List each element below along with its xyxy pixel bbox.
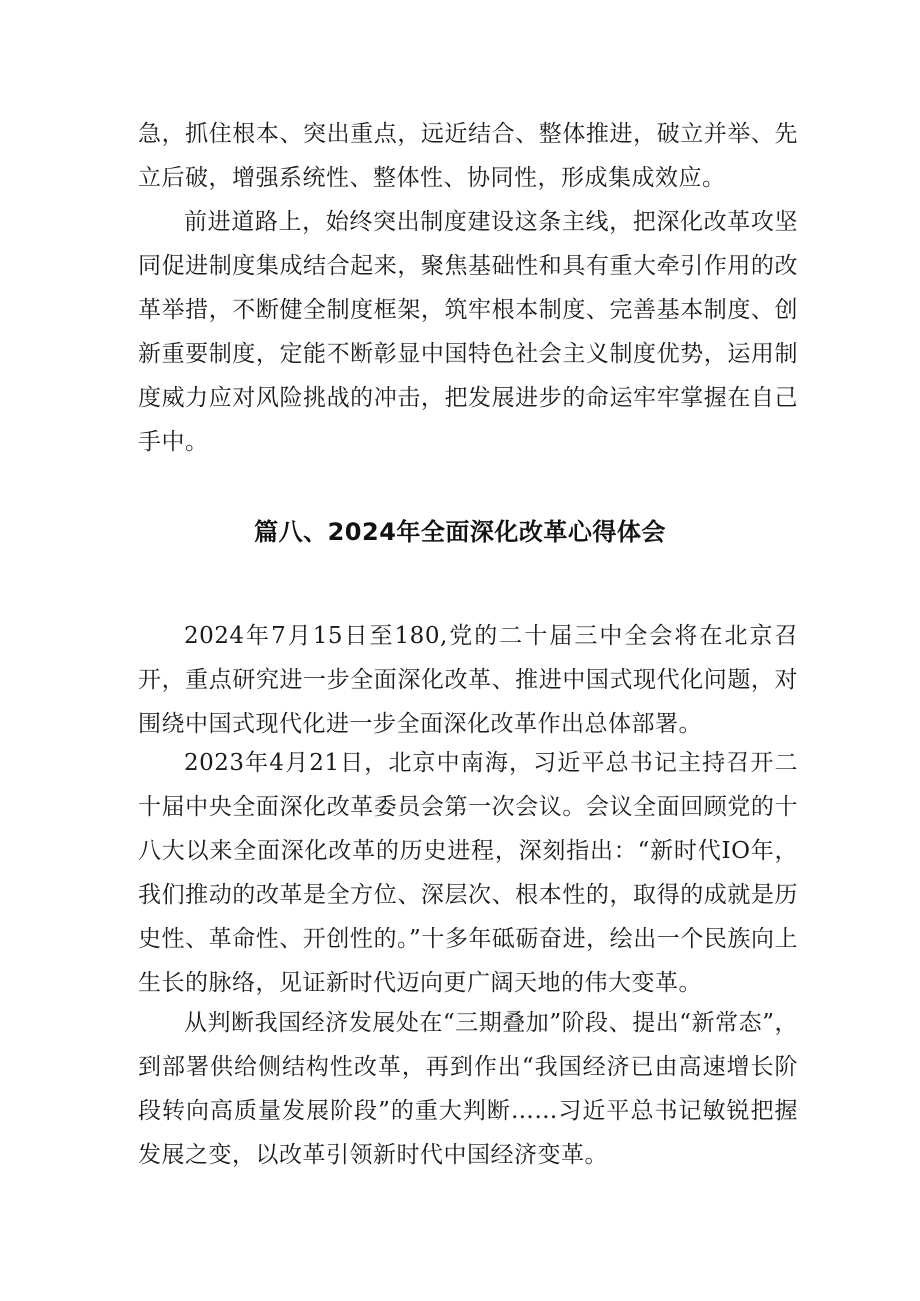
paragraph-plenary-session: 2024年7月15日至180,党的二十届三中全会将在北京召开，重点研究进一步全面深化改革、推进中国式现代化问题，对围绕中国式现代化进一步全面深化改革作出总体部署。 (138, 623, 798, 737)
paragraph-continuation: 急，抓住根本、突出重点，远近结合、整体推进，破立并举、先立后破，增强系统性、整体性、协同性，形成集成效应。 (138, 121, 798, 191)
paragraph-institution-building: 前进道路上，始终突出制度建设这条主线，把深化改革攻坚同促进制度集成结合起来，聚焦基础性和具有重大牵引作用的改革举措，不断健全制度框架，筑牢根本制度、完善基本制度、创新重要制度，定能不断彰显中国特色社会主义制度优势，运用制度威力应对风险挑战的冲击，把发展进步的命运牢牢掌握在自己手中。 (138, 209, 798, 455)
paragraph-economic-development: 从判断我国经济发展处在“三期叠加”阶段、提出“新常态”，到部署供给侧结构性改革，再到作出“我国经济已由高速增长阶段转向高质量发展阶段”的重大判断……习近平总书记敏锐把握发展之变，以改革引领新时代中国经济变革。 (138, 1010, 798, 1168)
section-heading: 篇八、2024年全面深化改革心得体会 (254, 518, 666, 546)
paragraph-reform-committee-meeting: 2023年4月21日，北京中南海，习近平总书记主持召开二十届中央全面深化改革委员会第一次会议。会议全面回顾党的十八大以来全面深化改革的历史进程，深刻指出：“新时代IO年，我们推动的改革是全方位、深层次、根本性的，取得的成就是历史性、革命性、开创性的。”十多年砥砺奋进，绘出一个民族向上生长的脉络，见证新时代迈向更广阔天地的伟大变革。 (138, 750, 798, 996)
